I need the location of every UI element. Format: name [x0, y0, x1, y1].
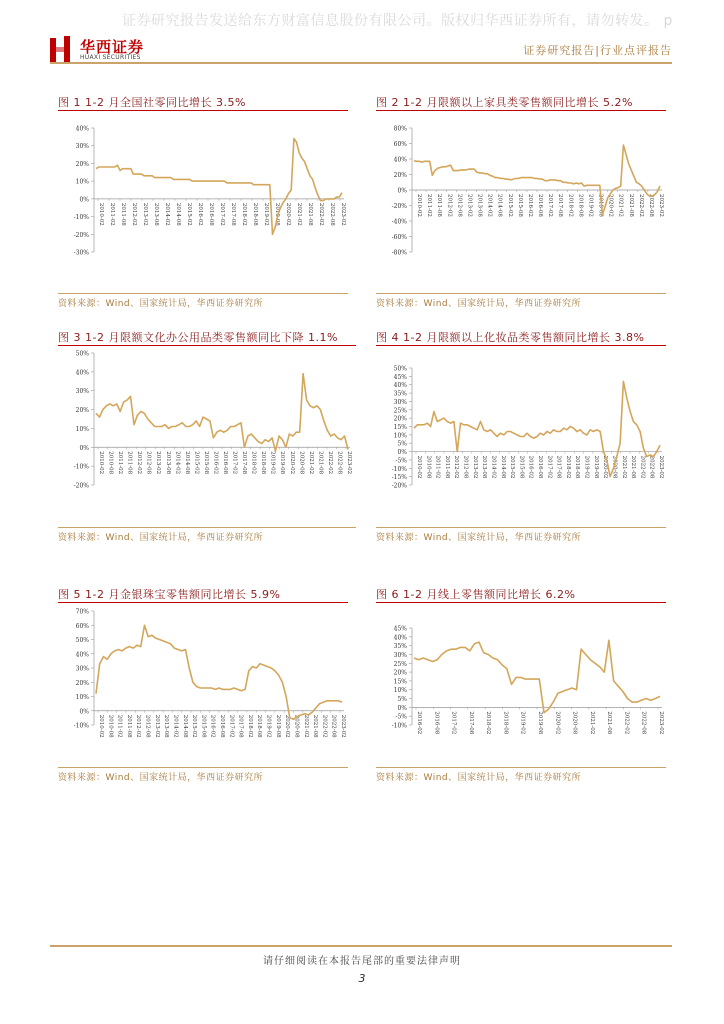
figure-4-rule	[376, 345, 666, 346]
x-tick-label: 2016-08	[537, 455, 543, 479]
x-tick-label: 2012-08	[144, 714, 151, 738]
x-tick-label: 2013-02	[155, 451, 162, 475]
x-tick-label: 2013-08	[481, 455, 488, 479]
y-tick-label: 45%	[393, 625, 407, 633]
x-tick-label: 2012-08	[145, 451, 152, 475]
x-tick-label: 2017-08	[467, 711, 474, 735]
x-tick-label: 2013-08	[153, 202, 159, 226]
y-tick-label: 0%	[79, 196, 89, 204]
x-tick-label: 2020-02	[602, 455, 609, 479]
x-tick-label: 2011-02	[426, 194, 433, 217]
x-tick-label: 2012-08	[456, 194, 463, 217]
chart-3-office-supplies-sales	[58, 345, 356, 525]
y-tick-label: 20%	[393, 669, 407, 677]
x-tick-label: 2022-02	[318, 202, 324, 226]
chart-5-jewelry-sales	[58, 603, 350, 765]
x-tick-label: 2015-02	[506, 194, 513, 217]
y-tick-label: 40%	[75, 369, 89, 377]
logo-subtext: HUAXI SECURITIES	[80, 54, 141, 61]
huaxi-logo-icon	[50, 36, 72, 62]
x-tick-label: 2010-02	[416, 455, 422, 479]
x-tick-label: 2019-02	[263, 202, 269, 226]
x-tick-label: 2014-02	[486, 194, 493, 217]
x-tick-label: 2014-08	[175, 202, 181, 226]
y-tick-label: 70%	[75, 608, 89, 616]
figure-6-source-rule	[376, 767, 666, 768]
x-tick-label: 2015-02	[509, 455, 516, 479]
x-tick-label: 2020-08	[293, 714, 300, 738]
y-tick-label: -20%	[391, 482, 407, 490]
x-tick-label: 2022-08	[329, 202, 335, 226]
x-tick-label: 2018-02	[241, 202, 247, 226]
x-tick-label: 2011-02	[109, 202, 115, 226]
x-tick-label: 2014-08	[183, 451, 190, 475]
x-tick-label: 2012-02	[453, 455, 460, 479]
x-tick-label: 2011-02	[117, 451, 124, 475]
footer-divider	[50, 945, 672, 947]
x-tick-label: 2021-02	[588, 711, 595, 735]
y-tick-label: 10%	[75, 425, 89, 433]
y-tick-label: -15%	[391, 474, 407, 482]
x-tick-label: 2018-02	[567, 194, 574, 217]
x-tick-label: 2011-02	[116, 714, 123, 738]
x-tick-label: 2021-08	[312, 714, 319, 738]
x-tick-label: 2018-08	[577, 194, 584, 217]
y-tick-label: 5%	[397, 696, 407, 704]
x-tick-label: 2014-08	[181, 714, 188, 738]
x-tick-label: 2022-02	[321, 714, 328, 738]
x-tick-label: 2013-02	[153, 714, 160, 738]
x-tick-label: 2021-08	[627, 194, 634, 217]
figure-4-title: 图 4 1-2 月限额以上化妆品类零售额同比增长 3.8%	[376, 331, 645, 344]
y-tick-label: 10%	[75, 178, 89, 186]
y-tick-label: 20%	[393, 172, 407, 179]
y-tick-label: 45%	[393, 373, 407, 381]
figure-5-source-rule	[58, 767, 348, 768]
watermark: 证券研究报告发送给东方财富信息股份有限公司。版权归华西证券所有，请勿转发。 p	[122, 13, 673, 29]
x-tick-label: 2021-02	[307, 451, 314, 475]
x-tick-label: 2018-08	[260, 451, 267, 475]
figure-2-rule	[376, 110, 666, 111]
x-tick-label: 2020-02	[288, 451, 295, 475]
x-tick-label: 2018-02	[246, 714, 253, 738]
y-tick-label: -20%	[73, 231, 89, 239]
x-tick-label: 2013-08	[164, 451, 171, 475]
x-tick-label: 2021-02	[296, 202, 302, 226]
header-divider	[50, 62, 672, 64]
x-tick-label: 2015-08	[516, 194, 523, 217]
y-tick-label: 80%	[393, 125, 407, 133]
series-line	[414, 640, 660, 712]
y-tick-label: -10%	[391, 722, 407, 730]
y-tick-label: 0%	[397, 187, 407, 195]
y-tick-label: -20%	[391, 203, 407, 210]
y-tick-label: -60%	[391, 234, 407, 241]
figure-2-title: 图 2 1-2 月限额以上家具类零售额同比增长 5.2%	[376, 96, 633, 109]
x-tick-label: 2010-02	[416, 194, 422, 217]
y-tick-label: 5%	[397, 440, 407, 448]
x-tick-label: 2019-02	[587, 194, 594, 217]
x-tick-label: 2020-02	[607, 194, 614, 217]
y-tick-label: -80%	[391, 249, 407, 257]
x-tick-label: 2021-02	[302, 714, 309, 738]
x-tick-label: 2015-02	[191, 714, 198, 738]
x-tick-label: 2015-08	[202, 451, 209, 475]
y-tick-label: -40%	[391, 218, 407, 226]
x-tick-label: 2018-02	[485, 711, 492, 735]
y-tick-label: 40%	[393, 382, 407, 390]
x-tick-label: 2011-02	[434, 455, 441, 479]
x-tick-label: 2019-02	[265, 714, 272, 738]
y-tick-label: -10%	[391, 465, 407, 473]
logo-text: 华西证券	[80, 38, 145, 56]
figure-4-source-rule	[376, 527, 666, 528]
x-tick-label: 2011-08	[436, 194, 443, 217]
x-tick-label: 2023-02	[658, 194, 664, 217]
x-tick-label: 2012-02	[136, 451, 143, 475]
x-tick-label: 2022-02	[326, 451, 333, 475]
x-tick-label: 2012-08	[462, 455, 469, 479]
y-tick-label: -10%	[73, 722, 89, 730]
y-tick-label: 0%	[397, 704, 407, 712]
x-tick-label: 2013-02	[142, 202, 148, 226]
figure-6-rule	[376, 602, 666, 603]
x-tick-label: 2023-02	[658, 455, 664, 479]
figure-1-title: 图 1 1-2 月全国社零同比增长 3.5%	[58, 96, 246, 109]
y-tick-label: 25%	[393, 407, 407, 415]
x-tick-label: 2019-08	[274, 202, 280, 226]
x-tick-label: 2020-02	[554, 711, 561, 735]
figure-1-source-rule	[58, 293, 348, 294]
x-tick-label: 2020-08	[298, 451, 305, 475]
x-tick-label: 2016-02	[197, 202, 203, 226]
x-tick-label: 2011-08	[126, 451, 133, 475]
x-tick-label: 2016-08	[537, 194, 543, 217]
y-tick-label: 30%	[75, 143, 89, 151]
y-tick-label: -5%	[395, 457, 407, 465]
y-tick-label: -20%	[73, 482, 89, 490]
x-tick-label: 2013-02	[466, 194, 473, 217]
x-tick-label: 2019-08	[274, 714, 281, 738]
series-line	[96, 625, 342, 719]
figure-3-source: 资料来源：Wind、国家统计局，华西证券研究所	[58, 533, 264, 543]
x-tick-label: 2017-02	[228, 714, 235, 738]
x-tick-label: 2018-02	[250, 451, 257, 475]
y-tick-label: 15%	[393, 678, 407, 686]
x-tick-label: 2021-08	[606, 711, 613, 735]
x-tick-label: 2021-08	[317, 451, 324, 475]
x-tick-label: 2016-02	[527, 455, 534, 479]
x-tick-label: 2019-02	[583, 455, 590, 479]
company-logo	[50, 34, 170, 64]
y-tick-label: 25%	[393, 660, 407, 668]
y-tick-label: 60%	[393, 141, 407, 148]
x-tick-label: 2011-08	[443, 455, 450, 479]
x-tick-label: 2019-08	[592, 455, 599, 479]
x-tick-label: 2020-08	[571, 711, 578, 735]
x-tick-label: 2018-08	[256, 714, 263, 738]
x-tick-label: 2020-02	[284, 714, 291, 738]
y-tick-label: 40%	[393, 634, 407, 642]
x-tick-label: 2021-08	[307, 202, 313, 226]
x-tick-label: 2010-02	[98, 202, 104, 226]
x-tick-label: 2014-02	[174, 451, 181, 475]
chart-6-online-sales	[376, 620, 668, 765]
x-tick-label: 2022-08	[647, 194, 654, 217]
x-tick-label: 2022-02	[639, 455, 646, 479]
x-tick-label: 2017-02	[231, 451, 238, 475]
y-tick-label: 50%	[75, 637, 89, 644]
x-tick-label: 2014-02	[490, 455, 497, 479]
x-tick-label: 2015-02	[193, 451, 200, 475]
x-tick-label: 2015-08	[518, 455, 525, 479]
series-line	[96, 374, 348, 451]
y-tick-label: 15%	[393, 424, 407, 431]
x-tick-label: 2018-02	[564, 455, 571, 479]
x-tick-label: 2019-02	[519, 711, 526, 735]
figure-5-source: 资料来源：Wind、国家统计局，华西证券研究所	[58, 773, 264, 783]
figure-3-source-rule	[58, 527, 356, 528]
y-tick-label: 20%	[75, 160, 89, 168]
y-tick-label: 40%	[393, 156, 407, 164]
y-tick-label: 0%	[79, 444, 89, 452]
x-tick-label: 2012-02	[131, 202, 137, 226]
x-tick-label: 2016-02	[212, 451, 219, 475]
y-tick-label: 60%	[75, 622, 89, 630]
x-tick-label: 2016-02	[416, 711, 422, 735]
figure-6-source: 资料来源：Wind、国家统计局，华西证券研究所	[376, 773, 582, 783]
y-tick-label: 20%	[75, 407, 89, 415]
x-tick-label: 2014-08	[499, 455, 506, 479]
chart-1-retail-sales	[58, 120, 350, 292]
x-tick-label: 2018-08	[574, 455, 581, 479]
y-tick-label: 10%	[393, 687, 407, 695]
x-tick-label: 2022-08	[648, 455, 655, 479]
y-tick-label: 20%	[75, 679, 89, 687]
x-tick-label: 2022-08	[336, 451, 343, 475]
x-tick-label: 2023-02	[340, 202, 346, 226]
x-tick-label: 2014-02	[172, 714, 179, 738]
y-tick-label: -5%	[395, 713, 407, 721]
chart-2-furniture-sales	[376, 120, 668, 292]
x-tick-label: 2021-08	[630, 455, 637, 479]
figure-1-rule	[58, 110, 348, 111]
x-tick-label: 2016-08	[222, 451, 228, 475]
figure-5-title: 图 5 1-2 月金银珠宝零售额同比增长 5.9%	[58, 588, 281, 601]
x-tick-label: 2020-08	[611, 455, 618, 479]
x-tick-label: 2017-08	[241, 451, 248, 475]
page-number: 3	[358, 972, 366, 985]
x-tick-label: 2016-02	[209, 714, 216, 738]
y-tick-label: 40%	[75, 651, 89, 659]
x-tick-label: 2014-02	[164, 202, 170, 226]
y-tick-label: -10%	[73, 214, 89, 222]
x-tick-label: 2012-02	[135, 714, 142, 738]
x-tick-label: 2020-02	[285, 202, 291, 226]
x-tick-label: 2011-08	[120, 202, 126, 226]
y-tick-label: 50%	[75, 350, 89, 358]
y-tick-label: 10%	[393, 432, 407, 440]
y-tick-label: 35%	[393, 390, 407, 398]
x-tick-label: 2023-02	[340, 714, 346, 738]
x-tick-label: 2022-08	[330, 714, 337, 738]
x-tick-label: 2016-02	[526, 194, 533, 217]
x-tick-label: 2014-08	[496, 194, 503, 217]
y-tick-label: 10%	[75, 694, 89, 701]
y-tick-label: 20%	[393, 415, 407, 423]
x-tick-label: 2013-02	[471, 455, 478, 479]
report-type: 证券研究报告|行业点评报告	[523, 44, 672, 57]
figure-6-title: 图 6 1-2 月线上零售额同比增长 6.2%	[376, 588, 576, 601]
x-tick-label: 2017-02	[546, 455, 553, 479]
x-tick-label: 2010-02	[98, 451, 104, 475]
y-tick-label: 35%	[393, 643, 407, 651]
x-tick-label: 2017-08	[237, 714, 244, 738]
x-tick-label: 2018-08	[502, 711, 509, 735]
x-tick-label: 2011-08	[125, 714, 132, 738]
x-tick-label: 2023-02	[658, 711, 664, 735]
x-tick-label: 2012-02	[446, 194, 453, 217]
x-tick-label: 2019-02	[269, 451, 276, 475]
y-tick-label: -10%	[73, 463, 89, 471]
y-tick-label: 30%	[75, 388, 89, 396]
x-tick-label: 2022-08	[640, 711, 647, 735]
figure-4-source: 资料来源：Wind、国家统计局，华西证券研究所	[376, 533, 582, 543]
y-tick-label: 0%	[397, 449, 407, 457]
y-tick-label: 40%	[75, 125, 89, 133]
figure-2-source-rule	[376, 293, 666, 294]
chart-4-cosmetics-sales	[376, 360, 668, 525]
x-tick-label: 2019-08	[597, 194, 604, 217]
x-tick-label: 2022-02	[637, 194, 644, 217]
x-tick-label: 2019-08	[279, 451, 286, 475]
x-tick-label: 2017-08	[230, 202, 236, 226]
x-tick-label: 2021-02	[620, 455, 627, 479]
x-tick-label: 2022-02	[623, 711, 630, 735]
x-tick-label: 2015-08	[200, 714, 207, 738]
x-tick-label: 2013-08	[476, 194, 483, 217]
x-tick-label: 2017-02	[219, 202, 225, 226]
x-tick-label: 2010-08	[107, 451, 114, 475]
y-tick-label: -30%	[73, 249, 89, 257]
x-tick-label: 2015-02	[186, 202, 192, 226]
x-tick-label: 2010-02	[98, 714, 104, 738]
x-tick-label: 2016-08	[208, 202, 214, 226]
y-tick-label: 50%	[393, 365, 407, 373]
figure-3-title: 图 3 1-2 月限额文化办公用品类零售额同比下降 1.1%	[58, 331, 338, 344]
x-tick-label: 2016-08	[433, 711, 440, 735]
y-tick-label: 30%	[75, 665, 89, 673]
x-tick-label: 2010-08	[107, 714, 114, 738]
figure-2-source: 资料来源：Wind、国家统计局，华西证券研究所	[376, 299, 582, 309]
x-tick-label: 2017-08	[557, 194, 564, 217]
x-tick-label: 2017-02	[450, 711, 457, 735]
y-tick-label: 0%	[79, 708, 89, 716]
x-tick-label: 2010-08	[425, 455, 432, 479]
x-tick-label: 2023-02	[346, 451, 352, 475]
figure-1-source: 资料来源：Wind、国家统计局，华西证券研究所	[58, 299, 264, 309]
x-tick-label: 2019-08	[537, 711, 543, 735]
x-tick-label: 2017-02	[547, 194, 554, 217]
x-tick-label: 2018-08	[252, 202, 258, 226]
x-tick-label: 2016-08	[219, 714, 225, 738]
y-tick-label: 30%	[393, 398, 407, 406]
y-tick-label: 30%	[393, 651, 407, 659]
x-tick-label: 2013-08	[163, 714, 170, 738]
legal-disclaimer: 请仔细阅读在本报告尾部的重要法律声明	[263, 956, 461, 967]
x-tick-label: 2017-08	[555, 455, 562, 479]
x-tick-label: 2021-02	[617, 194, 624, 217]
